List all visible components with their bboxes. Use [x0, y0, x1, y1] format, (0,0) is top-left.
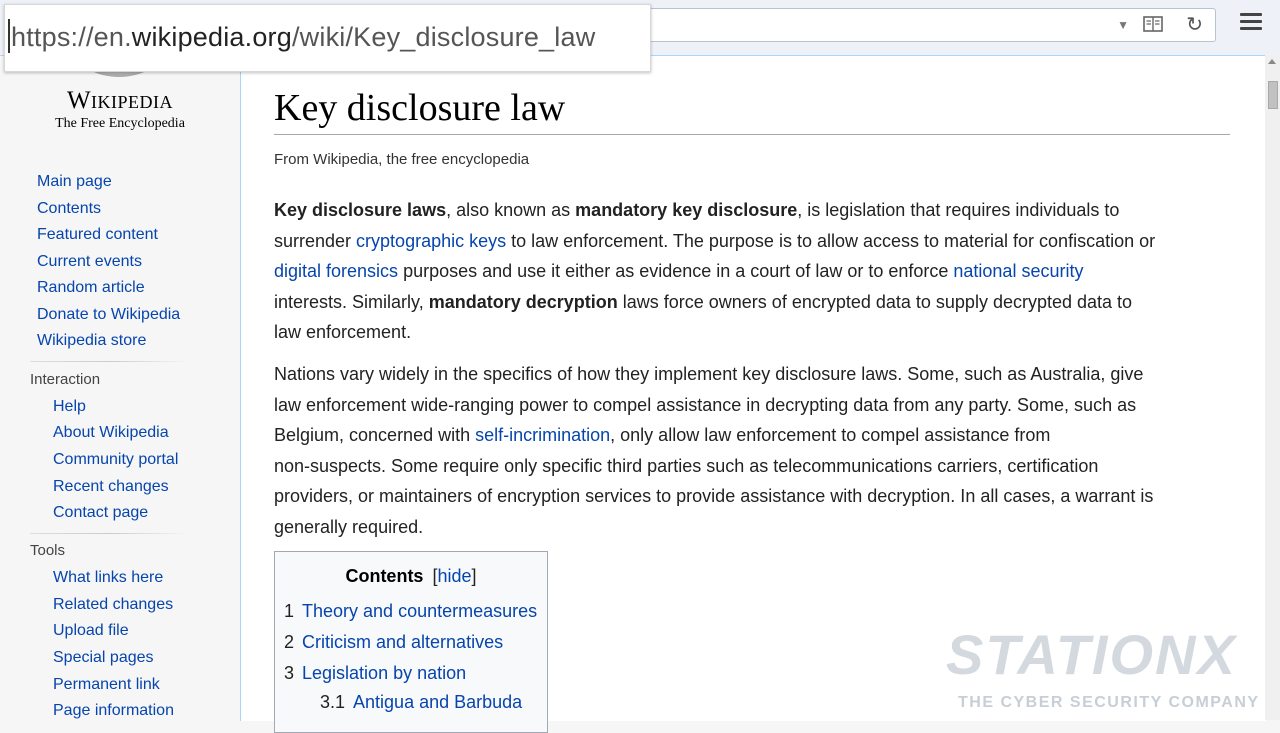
toc-item[interactable]: 2 Criticism and alternatives [284, 632, 504, 652]
nav-about-wikipedia[interactable]: About Wikipedia [53, 424, 169, 441]
text: Nations vary widely in the specifics of how they implement key disclosure laws. Some, such as Australia, give [274, 364, 1144, 384]
text: law enforcement wide-ranging power to compel assistance in decrypting data from any party. Some, such as [274, 394, 1137, 415]
toc-title: Contents [hide] [345, 566, 477, 586]
reader-view-icon[interactable] [1143, 15, 1163, 33]
text: laws force owners of encrypted data to supply decrypted data to [617, 291, 1133, 312]
nav-contact-page[interactable]: Contact page [53, 504, 149, 521]
dropdown-arrow-icon[interactable]: ▼ [1117, 18, 1129, 32]
nav-current-events[interactable]: Current events [37, 253, 142, 270]
page-title: Key disclosure law [274, 87, 566, 129]
text: to law enforcement. The purpose is to allow access to material for confiscation or [506, 230, 1156, 251]
text: purposes and use it either as evidence in a court of law or to enforce [398, 261, 954, 281]
text: , is legislation that requires individuals to [797, 200, 1120, 220]
toc-item[interactable]: 3.1 Antigua and Barbuda [320, 692, 523, 712]
text: law enforcement. [274, 322, 412, 342]
watermark-tagline: THE CYBER SECURITY COMPANY [958, 694, 1260, 711]
nav-community-portal[interactable]: Community portal [53, 451, 179, 468]
watermark-logo-text: STATIONX [946, 623, 1237, 686]
reload-icon[interactable]: ↻ [1186, 14, 1203, 36]
toc-item[interactable]: 3 Legislation by nation [284, 663, 467, 683]
url-tooltip[interactable] [4, 4, 651, 72]
link-self-incrimination[interactable]: self-incrimination [475, 425, 611, 445]
text: non-suspects. Some require only specific third parties such as telecommunications carriers, certification [274, 455, 1099, 476]
bold-term: mandatory key disclosure [575, 200, 798, 220]
nav-what-links-here[interactable]: What links here [53, 569, 164, 586]
nav-upload-file[interactable]: Upload file [53, 622, 129, 639]
link-digital-forensics[interactable]: digital forensics [274, 261, 399, 281]
text-caret [8, 19, 10, 53]
url-bar[interactable] [649, 8, 1216, 42]
text: interests. Similarly, [274, 291, 429, 312]
bold-term: mandatory decryption [428, 291, 618, 312]
nav-permanent-link[interactable]: Permanent link [53, 676, 160, 693]
divider [30, 533, 190, 534]
toc-item[interactable]: 1 Theory and countermeasures [284, 601, 538, 621]
nav-wikipedia-store[interactable]: Wikipedia store [37, 332, 147, 349]
vertical-scrollbar[interactable] [1265, 55, 1280, 720]
text: Belgium, concerned with [274, 425, 476, 445]
toc-hide-link[interactable]: hide [437, 566, 472, 586]
second-paragraph [274, 359, 1234, 542]
divider [30, 361, 190, 362]
stationx-watermark [946, 622, 1276, 720]
wikipedia-tagline: The Free Encyclopedia [55, 116, 185, 131]
table-of-contents [274, 551, 548, 733]
site-subtitle: From Wikipedia, the free encyclopedia [274, 151, 530, 168]
hamburger-menu-icon[interactable] [1238, 13, 1264, 37]
nav-featured-content[interactable]: Featured content [37, 226, 158, 243]
nav-related-changes[interactable]: Related changes [53, 596, 174, 613]
text: , only allow law enforcement to compel assistance from [610, 425, 1051, 445]
nav-main-page[interactable]: Main page [37, 173, 112, 190]
text: , also known as [446, 200, 576, 220]
text: generally required. [274, 516, 424, 537]
scroll-thumb[interactable] [1268, 81, 1278, 109]
sidebar [0, 55, 240, 720]
interaction-heading[interactable]: Interaction [30, 371, 101, 388]
nav-page-information[interactable]: Page information [53, 702, 174, 719]
link-cryptographic-keys[interactable]: cryptographic keys [356, 230, 507, 251]
intro-paragraph [274, 195, 1234, 348]
nav-donate[interactable]: Donate to Wikipedia [37, 306, 181, 323]
nav-random-article[interactable]: Random article [37, 279, 145, 296]
nav-recent-changes[interactable]: Recent changes [53, 478, 169, 495]
heading-divider [274, 134, 1230, 135]
text: providers, or maintainers of encryption services to provide assistance with decryption. In all cases, a warrant is [274, 486, 1154, 506]
link-national-security[interactable]: national security [953, 261, 1084, 281]
nav-special-pages[interactable]: Special pages [53, 649, 154, 666]
toc-heading: Contents [345, 566, 424, 586]
scroll-up-arrow-icon[interactable] [1268, 59, 1276, 64]
text: surrender [274, 230, 357, 251]
wikipedia-wordmark[interactable]: Wikipedia [66, 87, 174, 114]
url-text: https://en.wikipedia.org/wiki/Key_disclosure_law [11, 22, 596, 52]
nav-contents[interactable]: Contents [37, 200, 102, 217]
nav-help[interactable]: Help [53, 398, 86, 415]
bold-term: Key disclosure laws [274, 200, 447, 220]
tools-heading[interactable]: Tools [30, 542, 66, 559]
